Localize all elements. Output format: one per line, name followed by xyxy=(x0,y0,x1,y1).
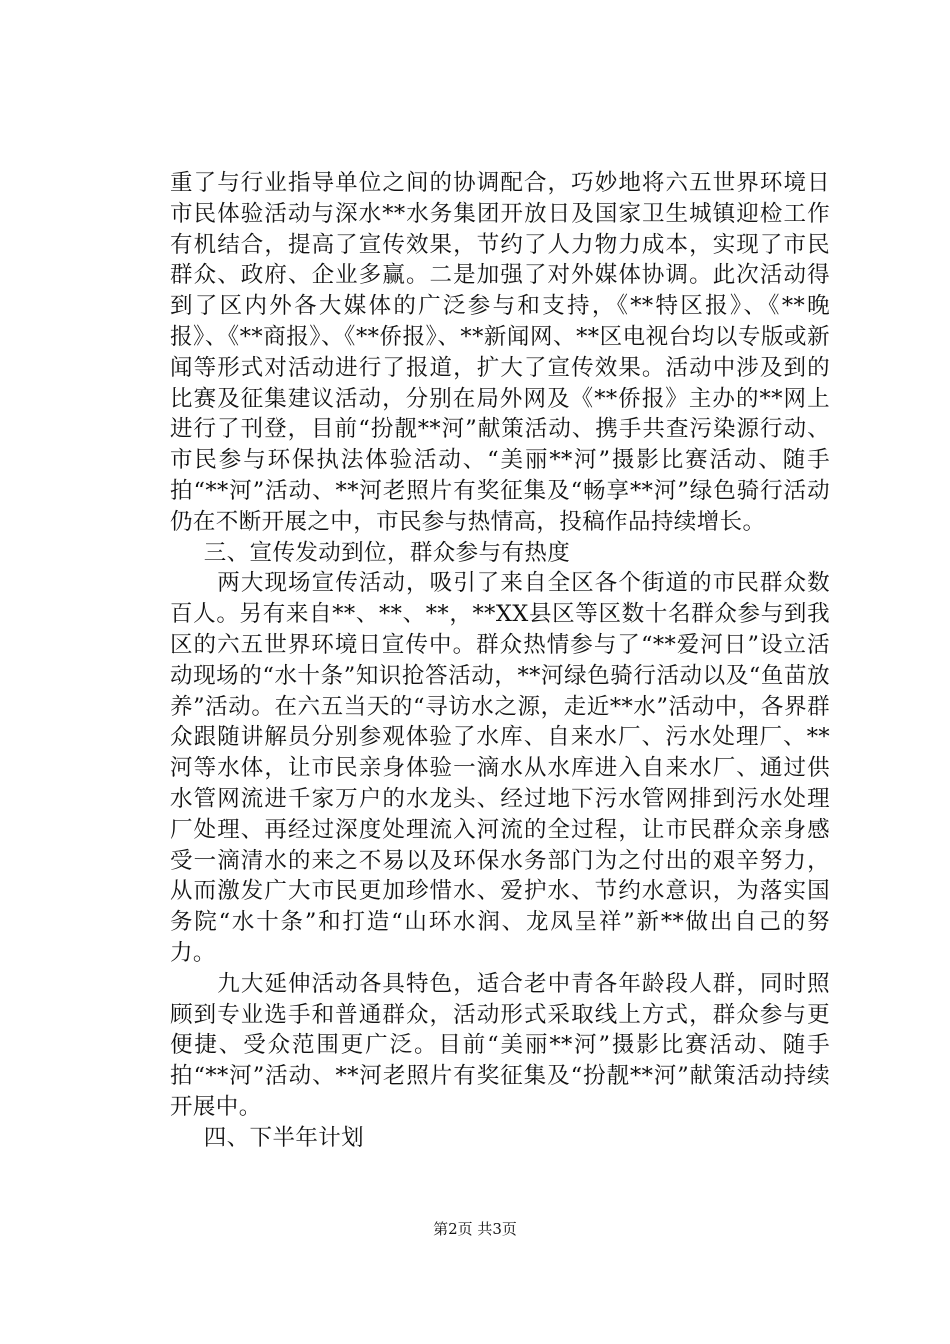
document-body xyxy=(170,168,830,1154)
paragraph-media-coordination: 重了与行业指导单位之间的协调配合，巧妙地将六五世界环境日市民体验活动与深水**水务集团开放日及国家卫生城镇迎检工作有机结合，提高了宣传效果，节约了人力物力成本，实现了市民群众、政府、企业多赢。二是加强了对外媒体协调。此次活动得到了区内外各大媒体的广泛参与和支持，《**特区报》、《**晚报》、《**商报》、《**侨报》、**新闻网、**区电视台均以专版或新闻等形式对活动进行了报道，扩大了宣传效果。活动中涉及到的比赛及征集建议活动，分别在局外网及《**侨报》主办的**网上进行了刊登，目前“扮靓**河”献策活动、携手共查污染源行动、市民参与环保执法体验活动、“美丽**河”摄影比赛活动、随手拍“**河”活动、**河老照片有奖征集及“畅享**河”绿色骑行活动仍在不断开展之中，市民参与热情高，投稿作品持续增长。 xyxy=(170,170,830,535)
page-number-footer: 第2页 共3页 xyxy=(433,1220,517,1238)
paragraph-extended-activities: 九大延伸活动各具特色，适合老中青各年龄段人群，同时照顾到专业选手和普通群众，活动形式采取线上方式，群众参与更便捷、受众范围更广泛。目前“美丽**河”摄影比赛活动、随手拍“**河”活动、**河老照片有奖征集及“扮靓**河”献策活动持续开展中。 xyxy=(170,970,830,1120)
paragraph-onsite-activities: 两大现场宣传活动，吸引了来自全区各个街道的市民群众数百人。另有来自**、**、**，**XX县区等区数十名群众参与到我区的六五世界环境日宣传中。群众热情参与了“**爱河日”设立活动现场的“水十条”知识抢答活动，**河绿色骑行活动以及“鱼苗放养”活动。在六五当天的“寻访水之源，走近**水”活动中，各界群众跟随讲解员分别参观体验了水库、自来水厂、污水处理厂、**河等水体，让市民亲身体验一滴水从水库进入自来水厂、通过供水管网流进千家万户的水龙头、经过地下污水管网排到污水处理厂处理、再经过深度处理流入河流的全过程，让市民群众亲身感受一滴清水的来之不易以及环保水务部门为之付出的艰辛努力，从而激发广大市民更加珍惜水、爱护水、节约水意识，为落实国务院“水十条”和打造“山环水润、龙凤呈祥”新**做出自己的努力。 xyxy=(170,570,830,966)
section-heading-publicity: 三、宣传发动到位，群众参与有热度 xyxy=(203,539,571,566)
section-heading-second-half-plan: 四、下半年计划 xyxy=(203,1124,365,1151)
